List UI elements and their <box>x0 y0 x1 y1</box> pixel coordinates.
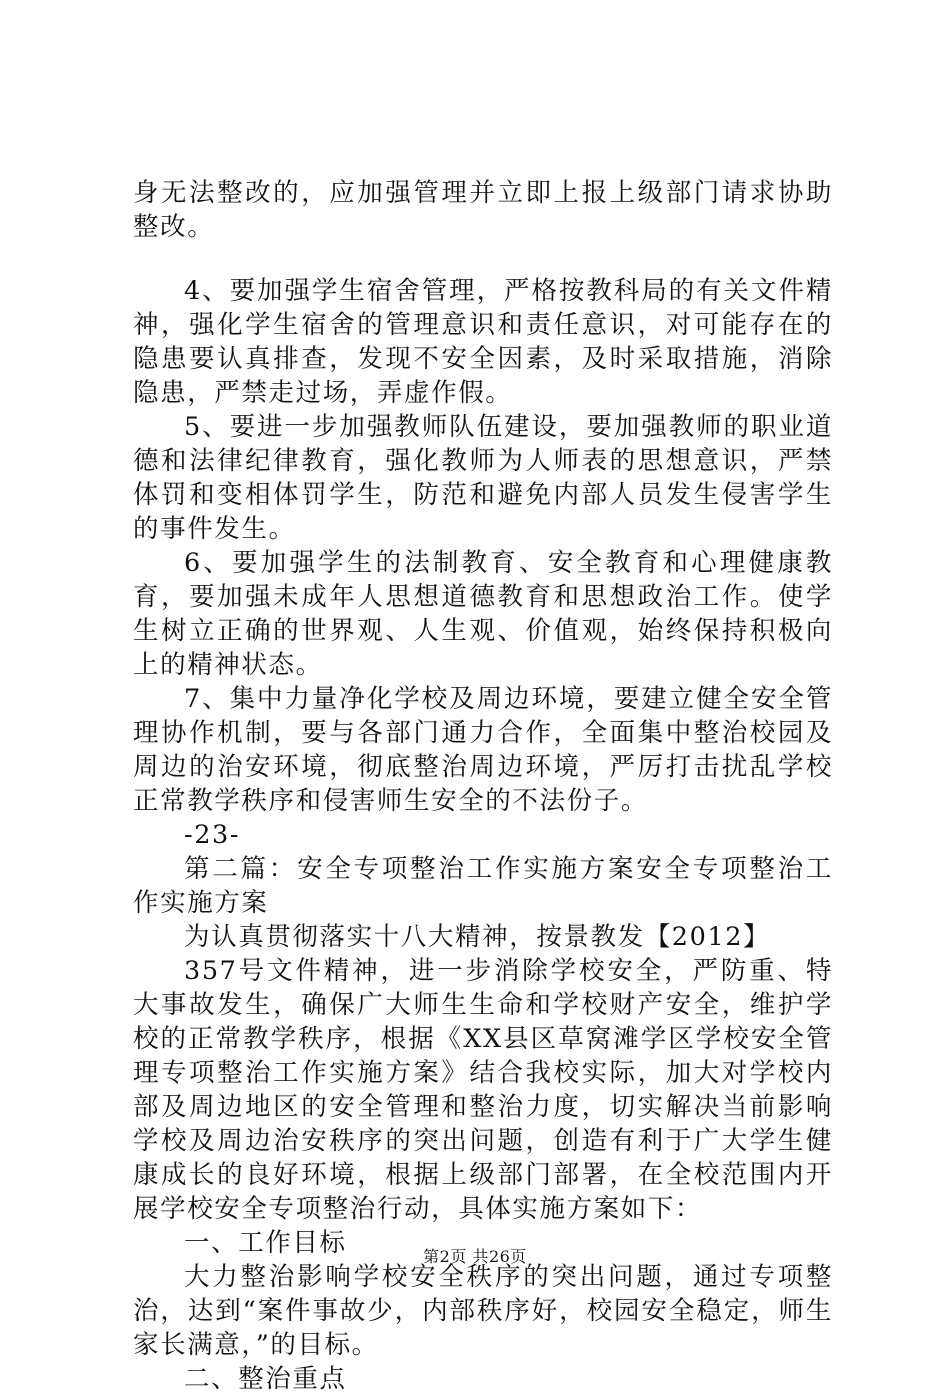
paragraph-item-4: 4、要加强学生宿舍管理，严格按教科局的有关文件精神，强化学生宿舍的管理意识和责任意识，对可能存在的隐患要认真排查，发现不安全因素，及时采取措施，消除隐患，严禁走过场，弄虚作假。 <box>133 276 833 408</box>
paragraph-item-5: 5、要进一步加强教师队伍建设，要加强教师的职业道德和法律纪律教育，强化教师为人师表的思想意识，严禁体罚和变相体罚学生，防范和避免内部人员发生侵害学生的事件发生。 <box>133 412 833 544</box>
paragraph-work-goal: 大力整治影响学校安全秩序的突出问题，通过专项整治，达到“案件事故少，内部秩序好，校园安全稳定，师生家长满意，”的目标。 <box>133 1262 833 1360</box>
paragraph-item-7: 7、集中力量净化学校及周边环境，要建立健全安全管理协作机制，要与各部门通力合作，全面集中整治校园及周边的治安环境，彻底整治周边环境，严厉打击扰乱学校正常教学秩序和侵害师生安全的不法份子。 <box>133 684 833 816</box>
inline-page-number: -23- <box>184 820 241 850</box>
heading-key-points: 二、整治重点 <box>184 1364 347 1394</box>
paragraph-item-6: 6、要加强学生的法制教育、安全教育和心理健康教育，要加强未成年人思想道德教育和思想政治工作。使学生树立正确的世界观、人生观、价值观，始终保持积极向上的精神状态。 <box>133 548 833 680</box>
paragraph-continuation: 身无法整改的，应加强管理并立即上报上级部门请求协助整改。 <box>133 178 833 242</box>
section-heading-part-two: 第二篇：安全专项整治工作实施方案安全专项整治工作实施方案 <box>133 854 833 918</box>
heading-work-goal: 一、工作目标 <box>184 1228 347 1258</box>
document-body <box>133 176 833 1396</box>
paragraph-intro: 为认真贯彻落实十八大精神，按景教发【2012】 <box>184 922 771 952</box>
paragraph-document-basis: 357号文件精神，进一步消除学校安全，严防重、特大事故发生，确保广大师生生命和学校财产安全，维护学校的正常教学秩序，根据《XX县区草窝滩学区学校安全管理专项整治工作实施方案》结合我校实际，加大对学校内部及周边地区的安全管理和整治力度，切实解决当前影响学校及周边治安秩序的突出问题，创造有利于广大学生健康成长的良好环境，根据上级部门部署，在全校范围内开展学校安全专项整治行动，具体实施方案如下： <box>133 956 833 1224</box>
page-footer: 第2页 共26页 <box>423 1247 527 1266</box>
